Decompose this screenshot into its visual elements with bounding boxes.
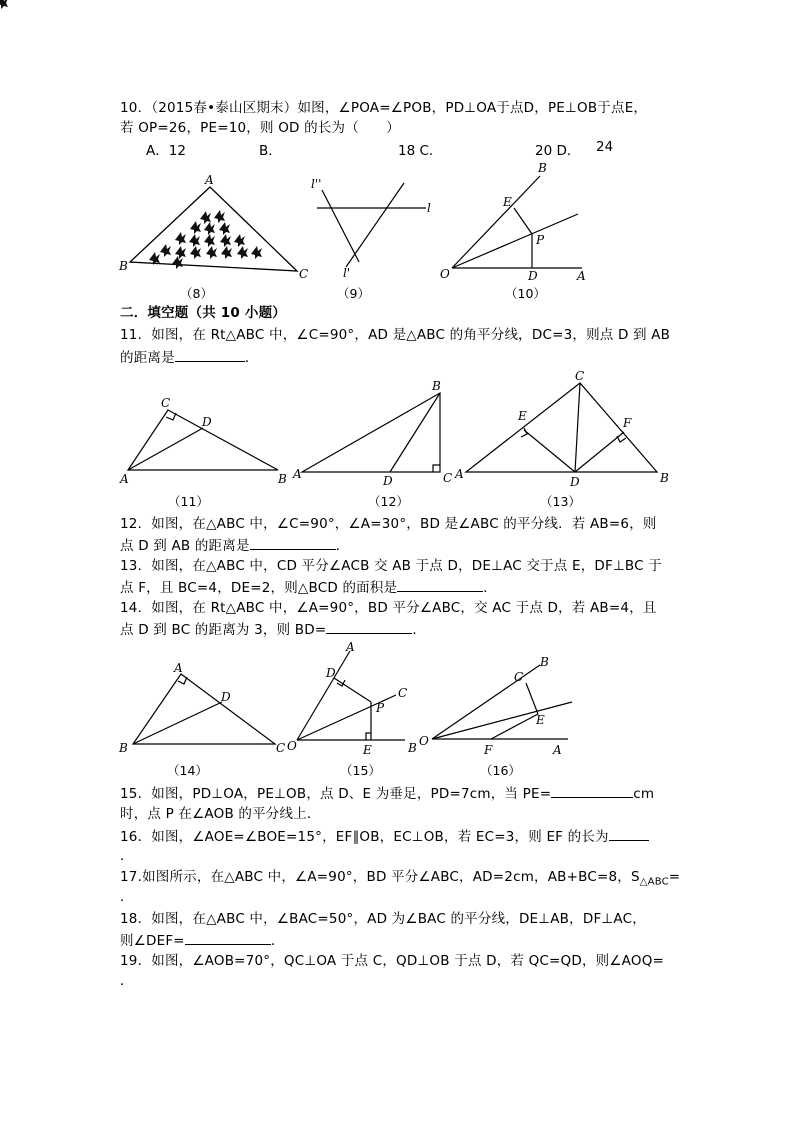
- f15-label-p: P: [376, 701, 385, 715]
- figure-10: [452, 176, 582, 268]
- figure-16: [432, 665, 572, 739]
- q13-end: ．: [483, 580, 497, 596]
- f11-label-d: D: [202, 415, 212, 429]
- caption-16: （16）: [480, 763, 521, 778]
- q16-line2: ．: [120, 848, 134, 864]
- f14-label-d: D: [221, 690, 231, 704]
- f14-label-a: A: [174, 661, 183, 675]
- q10-option-d: 20 D．: [535, 143, 581, 159]
- f10-label-b: B: [538, 161, 547, 175]
- f10-label-e: E: [503, 195, 512, 209]
- q18-line2: [120, 930, 285, 951]
- q13-line2: [120, 577, 497, 598]
- f10-label-a: A: [577, 269, 586, 283]
- q17-line1: [120, 867, 680, 893]
- f15-label-d: D: [326, 666, 336, 680]
- figure-13: [466, 383, 657, 472]
- q11-answer-blank: [175, 347, 245, 362]
- f13-label-b: B: [660, 471, 669, 485]
- q10-line1: 10．（2015春•泰山区期末）如图，∠POA=∠POB，PD⊥OA于点D，PE⊥OB于点E，: [120, 100, 648, 116]
- q16-line1: [120, 826, 649, 847]
- f16-label-o: O: [419, 734, 429, 748]
- f14-label-c: C: [276, 741, 286, 755]
- figure-15: [297, 651, 408, 740]
- q12-line1: 12．如图，在△ABC 中，∠C=90°，∠A=30°，BD 是∠ABC 的平分线．若 AB=6，则: [120, 516, 657, 532]
- q12-answer-blank: [250, 535, 336, 550]
- f9-label-l1: l': [343, 266, 351, 280]
- q12-line2-text: 点 D 到 AB 的距离是: [120, 538, 250, 554]
- f8-label-c: C: [299, 267, 309, 281]
- q11-line2: [120, 347, 259, 368]
- q10-option-e: 24: [596, 139, 614, 155]
- f11-label-c: C: [161, 396, 171, 410]
- q13-line2-text: 点 F，且 BC=4，DE=2，则△BCD 的面积是: [120, 580, 398, 596]
- f11-label-a: A: [120, 472, 129, 486]
- q14-line2: [120, 619, 426, 640]
- q18-end: ．: [270, 933, 285, 949]
- f16-label-a: A: [553, 743, 562, 757]
- q15-line1: [120, 783, 654, 804]
- f12-label-d: D: [383, 474, 393, 488]
- figure-12: [302, 393, 440, 472]
- f13-label-e: E: [518, 409, 527, 423]
- q12-end: ．: [335, 538, 350, 554]
- caption-9: （9）: [337, 286, 370, 301]
- f13-label-f: F: [623, 416, 632, 430]
- q19-line2: ．: [120, 973, 134, 989]
- f15-label-e: E: [363, 743, 372, 757]
- q15-answer-blank: [551, 783, 633, 798]
- f12-label-b: B: [432, 379, 441, 393]
- q15-line2: 时，点 P 在∠AOB 的平分线上．: [120, 806, 321, 822]
- section-heading: 二．填空题（共 10 小题）: [120, 305, 286, 321]
- caption-11: （11）: [168, 494, 209, 509]
- q18-line2-text: 则∠DEF=: [120, 933, 185, 949]
- figure-9: [317, 183, 426, 267]
- figure-8: [130, 187, 297, 271]
- f12-label-c: C: [443, 471, 453, 485]
- q14-answer-blank: [326, 619, 412, 634]
- q14-line2-text: 点 D 到 BC 的距离为 3，则 BD=: [120, 622, 327, 638]
- f14-label-b: B: [119, 741, 128, 755]
- q11-line1: 11．如图，在 Rt△ABC 中，∠C=90°，AD 是△ABC 的角平分线，DC=3，则点 D 到 AB: [120, 327, 671, 343]
- caption-8: （8）: [180, 286, 213, 301]
- f9-label-l2: l'': [311, 177, 322, 191]
- caption-13: （13）: [540, 494, 581, 509]
- q18-answer-blank: [185, 930, 271, 945]
- q13-answer-blank: [397, 577, 483, 592]
- f12-label-a: A: [293, 467, 302, 481]
- q10-option-c: 18 C．: [398, 143, 443, 159]
- f10-label-o: O: [440, 267, 450, 281]
- q16-line1-text: 16．如图，∠AOE=∠BOE=15°，EF∥OB，EC⊥OB，若 EC=3，则 EF 的长为: [120, 829, 609, 845]
- caption-14: （14）: [167, 763, 208, 778]
- f9-label-l: l: [427, 201, 431, 215]
- f16-label-e: E: [536, 713, 545, 727]
- q11-end: ．: [244, 350, 259, 366]
- q14-end: ．: [412, 622, 427, 638]
- q17-line1-text: 17.如图所示，在△ABC 中，∠A=90°，BD 平分∠ABC，AD=2cm，AB+BC=8，S: [120, 869, 640, 885]
- q10-option-b: B．: [259, 143, 282, 159]
- f13-label-c: C: [575, 369, 585, 383]
- q10-line2: 若 OP=26，PE=10，则 OD 的长为（ ）: [120, 120, 401, 136]
- q17-subscript: △ABC: [639, 876, 669, 888]
- q12-line2: [120, 535, 349, 556]
- f13-label-d: D: [570, 475, 580, 489]
- f8-label-b: B: [119, 259, 128, 273]
- q15-unit: cm: [633, 786, 655, 802]
- q16-answer-blank: [609, 826, 649, 841]
- q11-line2-text: 的距离是: [120, 350, 175, 366]
- caption-10: （10）: [505, 286, 546, 301]
- f11-label-b: B: [278, 472, 287, 486]
- f16-label-c: C: [514, 670, 524, 684]
- q14-line1: 14．如图，在 Rt△ABC 中，∠A=90°，BD 平分∠ABC，交 AC 于点 D，若 AB=4，且: [120, 600, 657, 616]
- f15-label-c: C: [398, 686, 408, 700]
- q19-line1: 19．如图，∠AOB=70°，QC⊥OA 于点 C，QD⊥OB 于点 D，若 QC=QD，则∠AOQ=: [120, 953, 665, 969]
- f10-label-d: D: [528, 269, 538, 283]
- f15-label-a: A: [346, 640, 355, 654]
- f16-label-b: B: [540, 655, 549, 669]
- q18-line1: 18．如图，在△ABC 中，∠BAC=50°，AD 为∠BAC 的平分线，DE⊥AB，DF⊥AC，: [120, 911, 646, 927]
- q13-line1: 13．如图，在△ABC 中，CD 平分∠ACB 交 AB 于点 D，DE⊥AC 交于点 E，DF⊥BC 于: [120, 558, 662, 574]
- figure-14: [133, 674, 275, 744]
- f10-label-p: P: [536, 233, 545, 247]
- f15-label-b: B: [408, 741, 417, 755]
- f15-label-o: O: [287, 739, 297, 753]
- f13-label-a: A: [455, 467, 464, 481]
- caption-15: （15）: [340, 763, 381, 778]
- f16-label-f: F: [484, 743, 493, 757]
- caption-12: （12）: [368, 494, 409, 509]
- q15-line1-text: 15．如图，PD⊥OA，PE⊥OB，点 D、E 为垂足，PD=7cm，当 PE=: [120, 786, 552, 802]
- f8-label-a: A: [205, 173, 214, 187]
- q17-tail: =: [668, 869, 681, 885]
- q17-line2: ．: [120, 889, 134, 905]
- q10-option-a: A．12: [146, 143, 186, 159]
- figure-11: [128, 410, 278, 470]
